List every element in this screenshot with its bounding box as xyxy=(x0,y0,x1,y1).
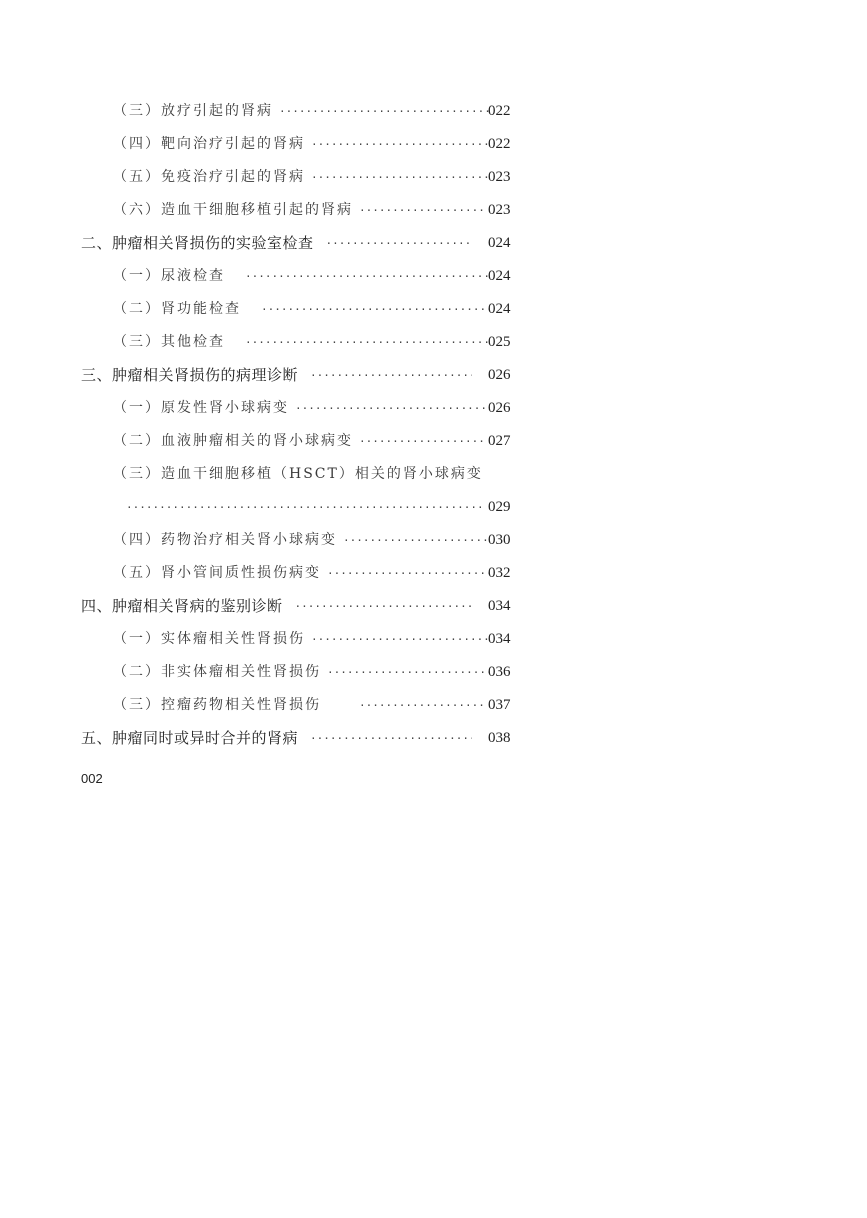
toc-entry-page: 030 xyxy=(488,532,511,548)
toc-entry-label: （五）免疫治疗引起的肾病 xyxy=(113,169,305,185)
dot-leader xyxy=(327,557,489,590)
dot-leader xyxy=(295,590,473,623)
toc-entry[interactable] xyxy=(0,557,867,590)
toc-entry-page: 036 xyxy=(488,664,511,680)
toc-entry-page: 032 xyxy=(488,565,511,581)
toc-entry-page: 029 xyxy=(488,499,511,515)
toc-entry[interactable] xyxy=(0,128,867,161)
dot-leader xyxy=(310,722,472,755)
dot-leader xyxy=(359,194,487,227)
toc-section-page: 034 xyxy=(488,598,511,614)
toc-entry-page: 022 xyxy=(488,103,511,119)
toc-entry-label: （二）非实体瘤相关性肾损伤 xyxy=(113,664,321,680)
dot-leader xyxy=(295,392,490,425)
toc-entry-page: 022 xyxy=(488,136,511,152)
dot-leader xyxy=(310,359,472,392)
toc-entry[interactable] xyxy=(0,623,867,656)
toc-entry-label: （四）药物治疗相关肾小球病变 xyxy=(113,532,337,548)
toc-section[interactable] xyxy=(0,359,867,392)
toc-section-label: 三、肿瘤相关肾损伤的病理诊断 xyxy=(81,366,299,384)
toc-entry[interactable] xyxy=(0,161,867,194)
toc-section-label: 五、肿瘤同时或异时合并的肾病 xyxy=(81,729,299,747)
toc-entry-label: （二）肾功能检查 xyxy=(113,301,241,317)
toc-section-page: 038 xyxy=(488,730,511,746)
dot-leader xyxy=(126,491,484,524)
toc-entry-label: （三）造血干细胞移植（HSCT）相关的肾小球病变 xyxy=(113,466,483,482)
toc-entry-page: 027 xyxy=(488,433,511,449)
toc-entry[interactable] xyxy=(0,458,867,491)
toc-entry[interactable] xyxy=(0,656,867,689)
toc-entry-page: 034 xyxy=(488,631,511,647)
dot-leader xyxy=(279,95,489,128)
dot-leader xyxy=(327,656,489,689)
dot-leader xyxy=(359,425,487,458)
toc-entry[interactable] xyxy=(0,326,867,359)
dot-leader xyxy=(326,227,471,260)
toc-entry-page: 023 xyxy=(488,169,511,185)
toc-entry-label: （二）血液肿瘤相关的肾小球病变 xyxy=(113,433,353,449)
toc-entry-page: 024 xyxy=(488,268,511,284)
toc-entry[interactable] xyxy=(0,392,867,425)
toc-section-label: 二、肿瘤相关肾损伤的实验室检查 xyxy=(81,234,314,252)
toc-entry-label: （六）造血干细胞移植引起的肾病 xyxy=(113,202,353,218)
toc-section-page: 024 xyxy=(488,235,511,251)
dot-leader xyxy=(245,326,490,359)
toc-entry-label: （三）控瘤药物相关性肾损伤 xyxy=(113,697,321,713)
toc-entry[interactable] xyxy=(0,293,867,326)
toc-entry[interactable] xyxy=(0,689,867,722)
dot-leader xyxy=(311,623,489,656)
toc-entry-label: （一）实体瘤相关性肾损伤 xyxy=(113,631,305,647)
toc-entry[interactable] xyxy=(0,425,867,458)
page-number: 002 xyxy=(81,771,103,786)
toc-entry-label: （五）肾小管间质性损伤病变 xyxy=(113,565,321,581)
toc-entry-label: （一）原发性肾小球病变 xyxy=(113,400,289,416)
toc-entry-page: 024 xyxy=(488,301,511,317)
toc-section[interactable] xyxy=(0,227,867,260)
dot-leader xyxy=(359,689,487,722)
toc-entry-page: 026 xyxy=(488,400,511,416)
toc-entry[interactable] xyxy=(0,95,867,128)
toc-section[interactable] xyxy=(0,722,867,755)
dot-leader xyxy=(245,260,490,293)
toc-entry[interactable] xyxy=(0,524,867,557)
dot-leader xyxy=(343,524,488,557)
toc-section-label: 四、肿瘤相关肾病的鉴别诊断 xyxy=(81,597,283,615)
dot-leader xyxy=(311,128,489,161)
toc-entry[interactable] xyxy=(0,260,867,293)
toc-entry-label: （一）尿液检查 xyxy=(113,268,225,284)
dot-leader xyxy=(261,293,489,326)
toc-entry-label: （三）放疗引起的肾病 xyxy=(113,103,273,119)
dot-leader xyxy=(311,161,489,194)
toc-entry-continuation[interactable] xyxy=(0,491,867,524)
toc-entry-page: 023 xyxy=(488,202,511,218)
toc-entry[interactable] xyxy=(0,194,867,227)
toc-entry-label: （四）靶向治疗引起的肾病 xyxy=(113,136,305,152)
toc-entry-page: 037 xyxy=(488,697,511,713)
toc-entry-page: 025 xyxy=(488,334,511,350)
table-of-contents xyxy=(0,95,867,755)
toc-section-page: 026 xyxy=(488,367,511,383)
toc-entry-label: （三）其他检查 xyxy=(113,334,225,350)
toc-section[interactable] xyxy=(0,590,867,623)
